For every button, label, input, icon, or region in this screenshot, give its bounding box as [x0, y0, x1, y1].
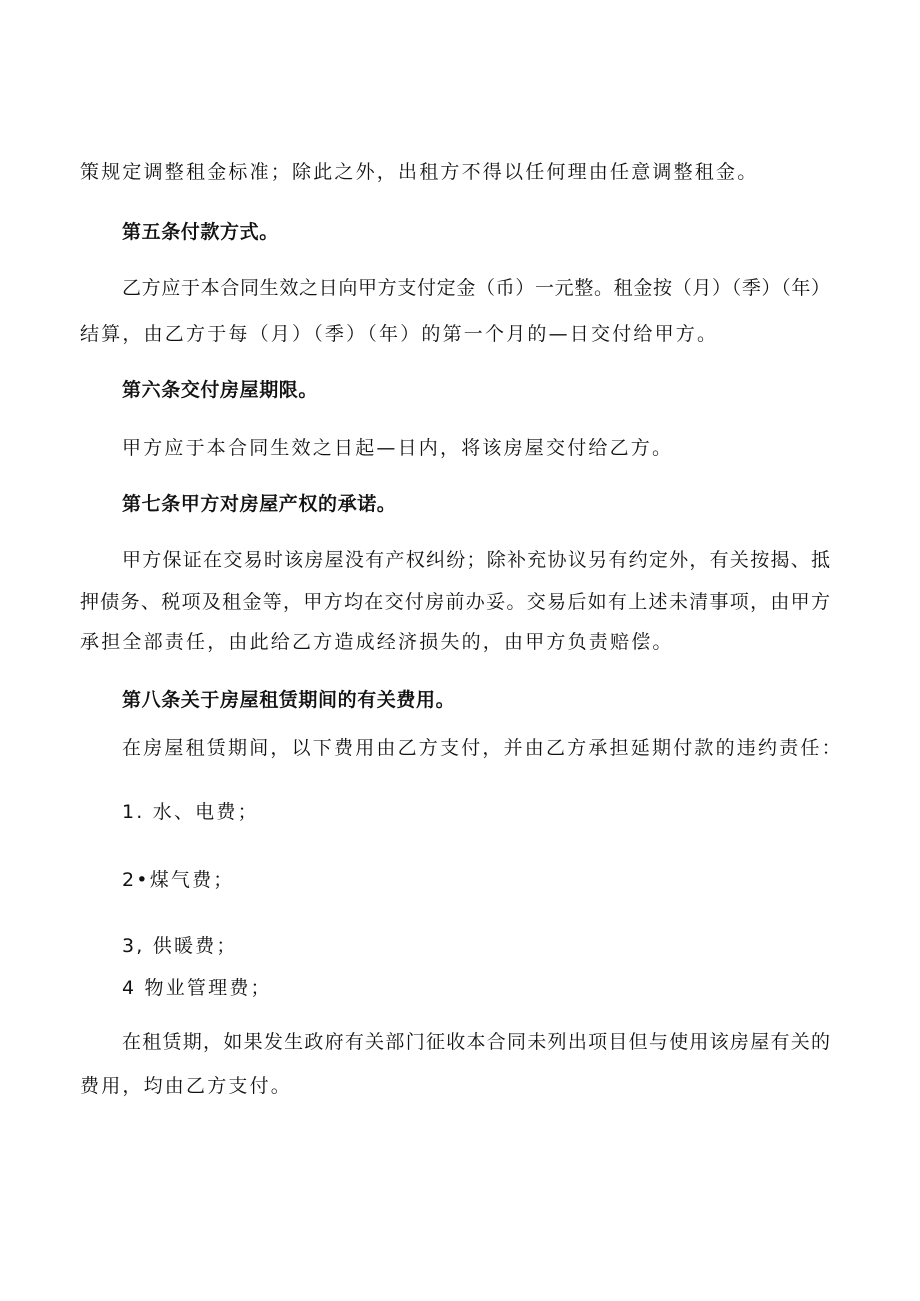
section-heading-payment-method: 第五条付款方式。	[122, 221, 279, 243]
paragraph-payment-line-1: 乙方应于本合同生效之日向甲方支付定金（币）一元整。租金按（月）（季）（年）	[122, 277, 830, 299]
paragraph-property-rights-line-1: 甲方保证在交易时该房屋没有产权纠纷；除补充协议另有约定外，有关按揭、抵	[122, 549, 830, 571]
paragraph-rent-adjustment-end: 策规定调整租金标准；除此之外，出租方不得以任何理由任意调整租金。	[80, 161, 759, 183]
section-heading-property-rights: 第七条甲方对房屋产权的承诺。	[122, 493, 397, 515]
paragraph-other-fees-line-1: 在租赁期，如果发生政府有关部门征收本合同未列出项目但与使用该房屋有关的	[122, 1031, 830, 1053]
list-item-gas: 2•煤气费；	[122, 869, 235, 891]
paragraph-delivery-period: 甲方应于本合同生效之日起—日内，将该房屋交付给乙方。	[122, 437, 674, 459]
paragraph-property-rights-line-2: 押债务、税项及租金等，甲方均在交付房前办妥。交易后如有上述未清事项，由甲方	[80, 591, 830, 613]
paragraph-other-fees-line-2: 费用，均由乙方支付。	[80, 1075, 293, 1097]
paragraph-payment-line-2: 结算，由乙方于每（月）（季）（年）的第一个月的—日交付给甲方。	[80, 323, 719, 345]
paragraph-property-rights-line-3: 承担全部责任，由此给乙方造成经济损失的，由甲方负责赔偿。	[80, 631, 674, 653]
section-heading-delivery-period: 第六条交付房屋期限。	[122, 379, 319, 401]
list-item-heating: 3, 供暖费；	[122, 935, 238, 957]
section-heading-lease-fees: 第八条关于房屋租赁期间的有关费用。	[122, 689, 456, 711]
paragraph-lease-fees-intro: 在房屋租赁期间，以下费用由乙方支付，并由乙方承担延期付款的违约责任：	[122, 737, 843, 759]
list-item-water-electricity: 1. 水、电费；	[122, 801, 259, 823]
list-item-property-management: 4 物业管理费；	[122, 977, 272, 999]
